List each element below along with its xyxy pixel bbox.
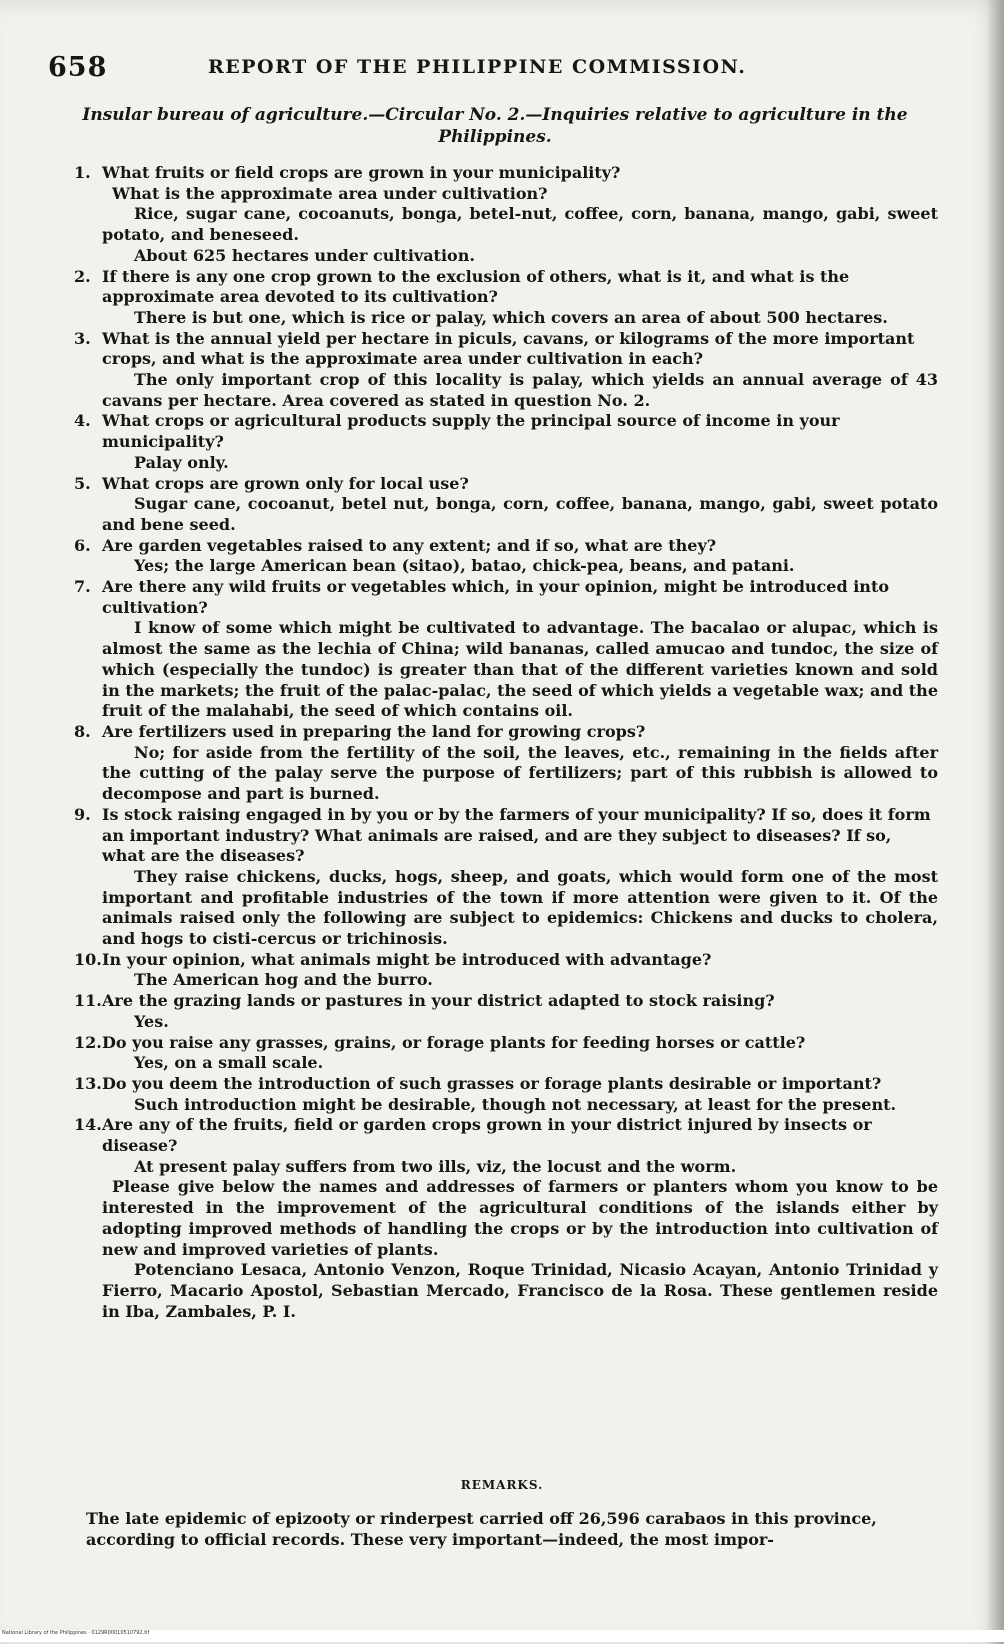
running-head: REPORT OF THE PHILIPPINE COMMISSION. [208, 56, 747, 78]
remarks-text: The late epidemic of epizooty or rinderpest carried off 26,596 carabaos in this province, according to official records. These very important—indeed, the most impor- [86, 1509, 877, 1549]
answer-1a: Rice, sugar cane, cocoanuts, bonga, betel-nut, coffee, corn, banana, mango, gabi, sweet potato, and beneseed. [102, 204, 938, 245]
question-6: 6. Are garden vegetables raised to any extent; and if so, what are they? [74, 535, 717, 555]
page-edge-shadow [986, 0, 1004, 1644]
question-2: 2. If there is any one crop grown to the exclusion of others, what is it, and what is the approximate area devoted to its cultivation? [74, 266, 850, 307]
answer-5: Sugar cane, cocoanut, betel nut, bonga, corn, coffee, banana, mango, gabi, sweet potato and bene seed. [102, 494, 938, 534]
answer-2: There is but one, which is rice or palay, which covers an area of about 500 hectares. [134, 307, 888, 327]
answer-14: At present palay suffers from two ills, viz, the locust and the worm. [134, 1156, 737, 1176]
answer-12: Yes, on a small scale. [134, 1053, 324, 1073]
remarks-heading: REMARKS. [460, 1478, 544, 1492]
circular-subtitle: Insular bureau of agriculture.—Circular No. 2.—Inquiries relative to agriculture in the Philippines. [82, 105, 908, 147]
question-11: 11.Are the grazing lands or pastures in your district adapted to stock raising? [74, 991, 775, 1011]
answer-4: Palay only. [134, 452, 229, 472]
answer-7: I know of some which might be cultivated to advantage. The bacalao or alupac, which is almost the same as the lechia of China; wild bananas, called amucao and tundoc, the size of which (especially the tundoc) is greater than that of the different varieties known and sold in the markets; the fruit of the palac-palac, the seed of which yields a vegetable wax; and the fruit of the malahabi, the seed of which contains oil. [102, 618, 938, 721]
question-9: 9. Is stock raising engaged in by you or by the farmers of your municipality? If so, does it form an important industry? What animals are raised, and are they subject to diseases? If so, what are the diseases? [74, 804, 931, 866]
question-1-sub: What is the approximate area under cultivation? [112, 183, 548, 203]
questionnaire-body [62, 163, 938, 1322]
question-8: 8. Are fertilizers used in preparing the land for growing crops? [74, 721, 646, 741]
question-14: 14.Are any of the fruits, field or garden crops grown in your district injured by insects or disease? [74, 1115, 872, 1156]
answer-9: They raise chickens, ducks, hogs, sheep, and goats, which would form one of the most important and profitable industries of the town if more attention were given to it. Of the animals raised only the following are subject to epidemics: Chickens and ducks to cholera, and hogs to cisti-cercus or trichinosis. [102, 866, 938, 949]
page-header [48, 52, 948, 86]
question-1: 1. What fruits or field crops are grown in your municipality? [74, 163, 621, 182]
answer-10: The American hog and the burro. [134, 970, 433, 990]
answer-11: Yes. [134, 1011, 169, 1031]
question-4: 4. What crops or agricultural products supply the principal source of income in your municipality? [74, 411, 840, 452]
closing-answer: Potenciano Lesaca, Antonio Venzon, Roque Trinidad, Nicasio Acayan, Antonio Trinidad y Fierro, Macario Apostol, Sebastian Mercado, Francisco de la Rosa. These gentlemen reside in Iba, Zambales, P. I. [102, 1260, 938, 1321]
answer-6: Yes; the large American bean (sitao), batao, chick-pea, beans, and patani. [134, 556, 795, 576]
answer-1b: About 625 hectares under cultivation. [134, 245, 475, 265]
answer-13: Such introduction might be desirable, though not necessary, at least for the present. [134, 1094, 897, 1114]
scan-footer: National Library of the Philippines · 0129R00010510792.tif [0, 1630, 1004, 1642]
answer-3: The only important crop of this locality is palay, which yields an annual average of 43 cavans per hectare. Area covered as stated in question No. 2. [102, 370, 938, 410]
question-12: 12.Do you raise any grasses, grains, or forage plants for feeding horses or cattle? [74, 1032, 806, 1052]
question-10: 10.In your opinion, what animals might be introduced with advantage? [74, 949, 712, 969]
question-7: 7. Are there any wild fruits or vegetables which, in your opinion, might be introduced into cultivation? [74, 577, 889, 617]
question-13: 13.Do you deem the introduction of such grasses or forage plants desirable or important? [74, 1073, 882, 1093]
question-3: 3. What is the annual yield per hectare in piculs, cavans, or kilograms of the more important crops, and what is the approximate area under cultivation in each? [74, 328, 915, 369]
question-5: 5. What crops are grown only for local use? [74, 473, 469, 493]
answer-8: No; for aside from the fertility of the soil, the leaves, etc., remaining in the fields after the cutting of the palay serve the purpose of fertilizers; part of this rubbish is allowed to decompose and part is burned. [102, 742, 938, 804]
closing-prompt: Please give below the names and addresses of farmers or planters whom you know to be interested in the improvement of the agricultural conditions of the islands either by adopting improved methods of handling the crops or by the introduction into cultivation of new and improved varieties of plants. [102, 1177, 938, 1259]
page-number: 658 [48, 52, 108, 83]
